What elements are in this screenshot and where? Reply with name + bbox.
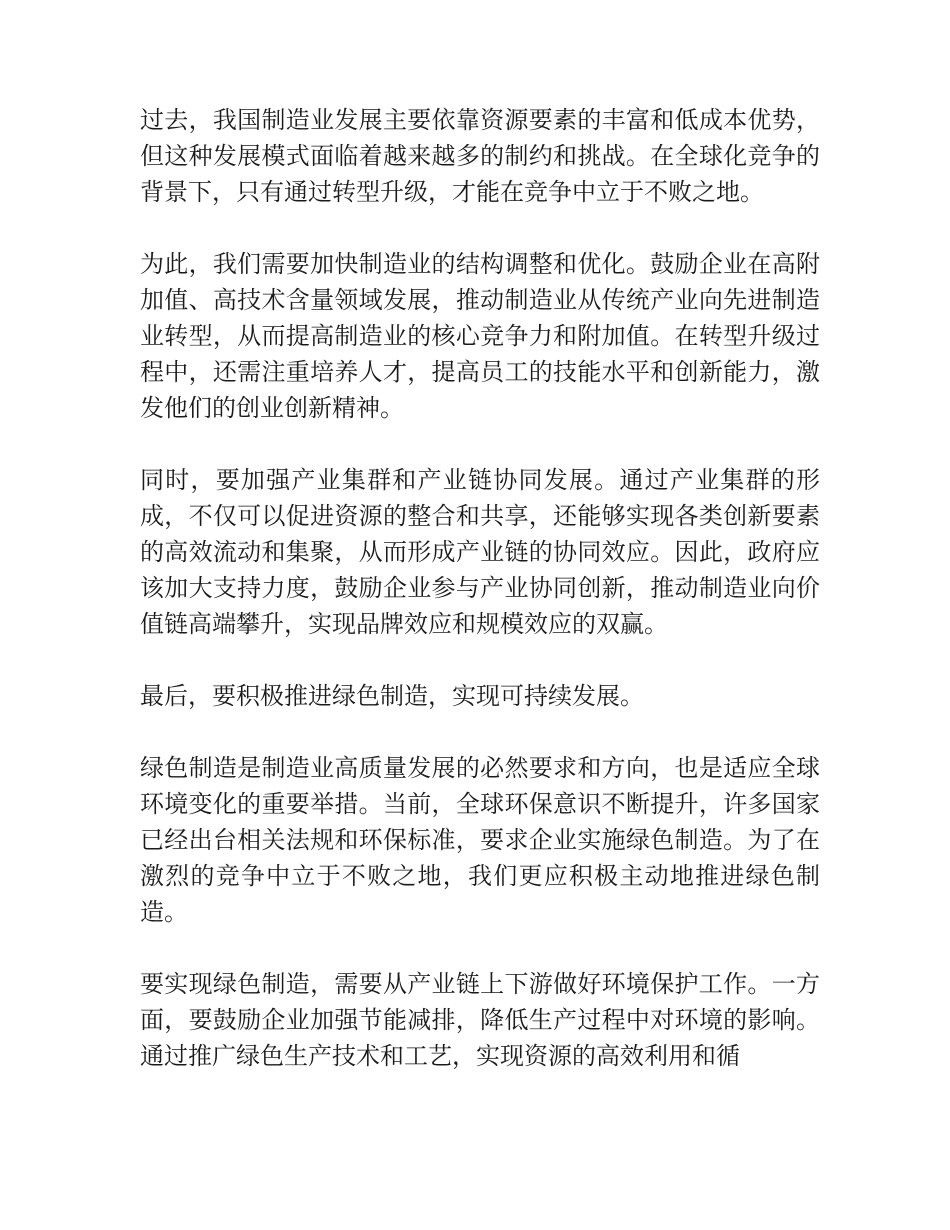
paragraph-2: 为此，我们需要加快制造业的结构调整和优化。鼓励企业在高附加值、高技术含量领域发展，推动制造业从传统产业向先进制造业转型，从而提高制造业的核心竞争力和附加值。在转型升级过程中，还需注重培养人才，提高员工的技能水平和创新能力，激发他们的创业创新精神。 <box>140 250 820 422</box>
paragraph-6: 要实现绿色制造，需要从产业链上下游做好环境保护工作。一方面，要鼓励企业加强节能减排，降低生产过程中对环境的影响。通过推广绿色生产技术和工艺，实现资源的高效利用和循 <box>140 970 820 1070</box>
document-body <box>140 102 820 1074</box>
paragraph-1: 过去，我国制造业发展主要依靠资源要素的丰富和低成本优势，但这种发展模式面临着越来越多的制约和挑战。在全球化竞争的背景下，只有通过转型升级，才能在竞争中立于不败之地。 <box>140 106 820 206</box>
paragraph-4: 最后，要积极推进绿色制造，实现可持续发展。 <box>140 682 644 710</box>
paragraph-5: 绿色制造是制造业高质量发展的必然要求和方向，也是适应全球环境变化的重要举措。当前，全球环保意识不断提升，许多国家已经出台相关法规和环保标准，要求企业实施绿色制造。为了在激烈的竞争中立于不败之地，我们更应积极主动地推进绿色制造。 <box>140 754 820 926</box>
paragraph-3: 同时，要加强产业集群和产业链协同发展。通过产业集群的形成，不仅可以促进资源的整合和共享，还能够实现各类创新要素的高效流动和集聚，从而形成产业链的协同效应。因此，政府应该加大支持力度，鼓励企业参与产业协同创新，推动制造业向价值链高端攀升，实现品牌效应和规模效应的双赢。 <box>140 466 820 638</box>
